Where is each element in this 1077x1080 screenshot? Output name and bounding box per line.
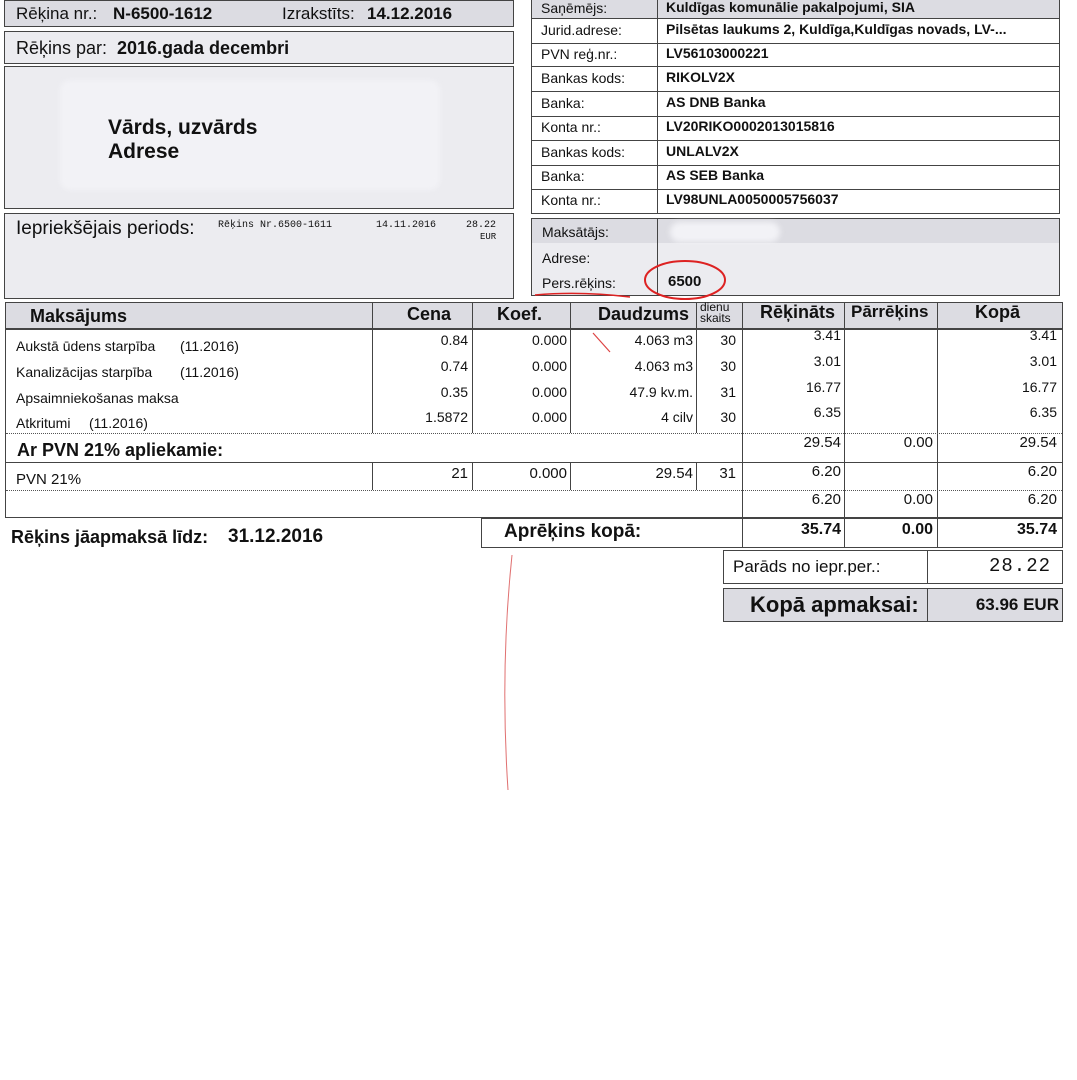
item-billed: 6.35 — [813, 404, 841, 420]
vat-row-coef: 0.000 — [529, 465, 567, 482]
item-days: 30 — [720, 332, 736, 348]
calc-total-billed: 35.74 — [800, 521, 841, 538]
header-coef: Koef. — [497, 304, 542, 324]
header-days-bottom: skaits — [700, 311, 731, 325]
item-coef: 0.000 — [531, 332, 567, 348]
vat-group-recalc: 0.00 — [903, 434, 933, 451]
due-label: Rēķins jāapmaksā līdz: — [11, 527, 209, 547]
item-billed: 3.41 — [813, 327, 841, 343]
pay-total-value: 63.96 EUR — [975, 595, 1059, 614]
vat-row-name: PVN 21% — [16, 471, 82, 488]
recipient-label: Banka: — [541, 95, 585, 111]
vat-row-qty: 29.54 — [655, 465, 693, 482]
item-price: 0.35 — [440, 384, 468, 400]
item-name: Atkritumi — [16, 415, 71, 431]
previous-period-label: Iepriekšējais periods: — [16, 218, 195, 239]
item-name: Kanalizācijas starpība — [16, 364, 153, 380]
vat-row-price: 21 — [451, 465, 468, 482]
item-billed: 3.01 — [813, 353, 841, 369]
item-period: (11.2016) — [180, 364, 239, 380]
item-total: 3.01 — [1029, 353, 1057, 369]
customer-address: Adrese — [108, 140, 180, 163]
recipient-label: Bankas kods: — [541, 70, 626, 86]
invoice-number-label: Rēķina nr.: — [16, 4, 98, 23]
item-days: 30 — [720, 358, 736, 374]
pay-total-label: Kopā apmaksai: — [750, 592, 919, 617]
item-days: 31 — [720, 384, 736, 400]
recipient-value: Kuldīgas komunālie pakalpojumi, SIA — [666, 0, 915, 15]
item-name: Apsaimniekošanas maksa — [16, 390, 179, 406]
debt-label: Parāds no iepr.per.: — [733, 557, 881, 576]
pen-stroke — [490, 550, 530, 810]
payer-account-label: Pers.rēķins: — [542, 275, 616, 291]
item-qty: 4.063 m3 — [634, 332, 693, 348]
item-price: 0.74 — [440, 358, 468, 374]
recipient-value: LV20RIKO0002013015816 — [666, 118, 835, 134]
invoice-for-label: Rēķins par: — [16, 38, 108, 58]
item-price: 1.5872 — [425, 409, 468, 425]
item-qty: 4.063 m3 — [634, 358, 693, 374]
recipient-value: RIKOLV2X — [666, 69, 735, 85]
calc-total-recalc: 0.00 — [901, 521, 933, 538]
item-total: 16.77 — [1021, 379, 1057, 395]
vat-sum-recalc: 0.00 — [903, 491, 933, 508]
header-billed: Rēķināts — [760, 302, 836, 322]
item-period: (11.2016) — [180, 338, 239, 354]
item-coef: 0.000 — [531, 358, 567, 374]
header-item: Maksājums — [30, 306, 128, 326]
recipient-label: Konta nr.: — [541, 192, 601, 208]
recipient-value: LV56103000221 — [666, 45, 769, 61]
recipient-value: Pilsētas laukums 2, Kuldīga,Kuldīgas novads, LV-... — [666, 21, 1007, 37]
item-billed: 16.77 — [805, 379, 841, 395]
previous-invoice-ref: Rēķins Nr.6500-1611 — [218, 220, 333, 231]
recipient-value: UNLALV2X — [666, 143, 739, 159]
item-period: (11.2016) — [89, 415, 148, 431]
payer-account-value: 6500 — [668, 273, 702, 290]
vat-row-days: 31 — [719, 465, 736, 482]
item-qty: 4 cilv — [661, 409, 693, 425]
item-total: 6.35 — [1029, 404, 1057, 420]
issued-date: 14.12.2016 — [367, 4, 453, 23]
calc-total-total: 35.74 — [1016, 521, 1057, 538]
item-total: 3.41 — [1029, 327, 1057, 343]
previous-invoice-date: 14.11.2016 — [376, 220, 437, 231]
item-coef: 0.000 — [531, 409, 567, 425]
vat-group-billed: 29.54 — [803, 434, 841, 451]
recipient-value: AS DNB Banka — [666, 94, 766, 110]
previous-invoice-currency: EUR — [480, 232, 497, 242]
header-days-top: dienu — [700, 300, 730, 314]
invoice-for-period: 2016.gada decembri — [117, 38, 290, 58]
recipient-value: LV98UNLA0050005756037 — [666, 191, 839, 207]
recipient-label: Banka: — [541, 168, 585, 184]
due-date: 31.12.2016 — [228, 526, 324, 547]
vat-sum-billed: 6.20 — [811, 491, 841, 508]
vat-group-total: 29.54 — [1019, 434, 1057, 451]
item-days: 30 — [720, 409, 736, 425]
recipient-value: AS SEB Banka — [666, 167, 765, 183]
pen-annotation — [530, 255, 740, 305]
payer-header-row — [532, 219, 1059, 243]
recipient-label: Bankas kods: — [541, 144, 626, 160]
previous-invoice-amount: 28.22 — [466, 220, 497, 231]
header-recalc: Pārrēķins — [851, 302, 929, 321]
recipient-label: Jurid.adrese: — [541, 22, 622, 38]
item-price: 0.84 — [440, 332, 468, 348]
item-qty: 47.9 kv.m. — [629, 384, 693, 400]
customer-name: Vārds, uzvārds — [108, 116, 258, 139]
header-qty: Daudzums — [598, 304, 690, 324]
vat-group-label: Ar PVN 21% apliekamie: — [17, 440, 224, 460]
header-price: Cena — [407, 304, 452, 324]
recipient-label: PVN reģ.nr.: — [541, 46, 618, 62]
pen-tick — [590, 330, 620, 360]
item-name: Aukstā ūdens starpība — [16, 338, 156, 354]
vat-row-total: 6.20 — [1027, 463, 1057, 480]
header-total: Kopā — [975, 302, 1020, 322]
payer-address-label: Adrese: — [542, 250, 591, 266]
recipient-label: Saņēmējs: — [541, 0, 608, 16]
debt-value: 28.22 — [988, 555, 1051, 577]
invoice-number: N-6500-1612 — [113, 4, 213, 23]
issued-label: Izrakstīts: — [282, 4, 355, 23]
vat-sum-total: 6.20 — [1027, 491, 1057, 508]
recipient-label: Konta nr.: — [541, 119, 601, 135]
payer-label: Maksātājs: — [542, 224, 609, 240]
calc-total-label: Aprēķins kopā: — [504, 521, 642, 542]
payer-redacted — [670, 222, 780, 242]
vat-row-billed: 6.20 — [811, 463, 841, 480]
item-coef: 0.000 — [531, 384, 567, 400]
